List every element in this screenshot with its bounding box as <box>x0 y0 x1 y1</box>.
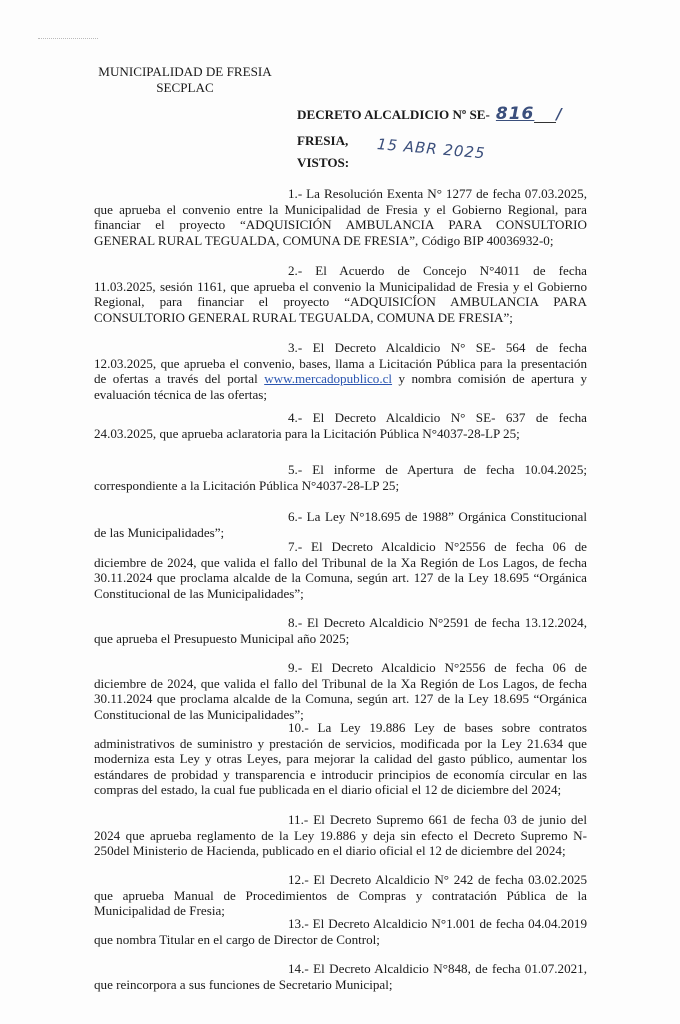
visto-9-line-3: 30.11.2024 que proclama alcalde de la Comuna, según art. 127 de la Ley 18.695 “Orgánica <box>94 691 587 707</box>
visto-10-line-5: compras del estado, la cual fue publicada en el diario oficial el 12 de diciembre del 2024; <box>94 782 562 798</box>
visto-10-line-2: administrativos de suministro y prestación de servicios, modificada por la Ley 21.634 que <box>94 735 587 751</box>
decree-title <box>297 104 563 124</box>
visto-1 <box>94 186 587 248</box>
visto-2 <box>94 263 587 325</box>
visto-10 <box>94 720 587 798</box>
unit-name: SECPLAC <box>156 79 214 95</box>
visto-3-line-3b: y nombra comisión de apertura y <box>398 371 587 387</box>
visto-9-line-2: diciembre de 2024, que valida el fallo del Tribunal de la Xa Región de Los Lagos, de fecha <box>94 675 587 691</box>
visto-2-line-3: Regional, para financiar el proyecto “ADQUISICÍON AMBULANCIA PARA <box>94 294 587 310</box>
decree-label: DECRETO ALCALDICIO Nº SE- <box>297 107 490 122</box>
visto-6-line-1: 6.- La Ley N°18.695 de 1988” Orgánica Constitucional <box>288 509 587 524</box>
visto-14-line-2: que reincorpora a sus funciones de Secretario Municipal; <box>94 976 393 992</box>
visto-12 <box>94 872 587 919</box>
visto-2-line-4: CONSULTORIO GENERAL RURAL TEGUALDA, COMUNA DE FRESIA”; <box>94 309 513 325</box>
visto-3-line-1: 3.- El Decreto Alcaldicio N° SE- 564 de fecha <box>288 340 587 355</box>
visto-3 <box>94 340 587 402</box>
visto-12-line-3: Municipalidad de Fresia; <box>94 903 225 919</box>
visto-4-line-2: 24.03.2025, que aprueba aclaratoria para la Licitación Pública N°4037-28-LP 25; <box>94 425 520 441</box>
visto-12-line-2: que aprueba Manual de Procedimientos de Compras y contratación Pública de la <box>94 887 587 903</box>
visto-5-line-1: 5.- El informe de Apertura de fecha 10.04.2025; <box>288 462 587 477</box>
visto-10-line-3: moderniza esta Ley y otras Leyes, para mejorar la calidad del gasto público, aumentar los <box>94 751 587 767</box>
visto-5 <box>94 462 587 493</box>
visto-2-line-1: 2.- El Acuerdo de Concejo N°4011 de fecha <box>288 263 587 278</box>
visto-1-line-4: GENERAL RURAL TEGUALDA, COMUNA DE FRESIA”, Código BIP 40036932-0; <box>94 232 554 248</box>
visto-14 <box>94 961 587 992</box>
visto-10-line-1: 10.- La Ley 19.886 Ley de bases sobre contratos <box>288 720 587 735</box>
visto-11-line-3: 250del Ministerio de Hacienda, publicado en el diario oficial el 12 de diciembre del 2024; <box>94 843 566 859</box>
visto-8-line-2: que aprueba el Presupuesto Municipal año 2025; <box>94 630 350 646</box>
vistos-label: VISTOS: <box>297 155 350 170</box>
visto-1-line-3: financiar el proyecto “ADQUISICIÓN AMBULANCIA PARA CONSULTORIO <box>94 217 587 233</box>
visto-9-line-1: 9.- El Decreto Alcaldicio N°2556 de fecha 06 de <box>288 660 587 675</box>
mercadopublico-link[interactable]: www.mercadopublico.cl <box>264 371 393 387</box>
visto-7-line-2: diciembre de 2024, que valida el fallo del Tribunal de la Xa Región de Los Lagos, de fecha <box>94 554 587 570</box>
visto-11-line-2: 2024 que aprueba reglamento de la Ley 19.886 y deja sin efecto el Decreto Supremo N- <box>94 827 587 843</box>
visto-14-line-1: 14.- El Decreto Alcaldicio N°848, de fecha 01.07.2021, <box>288 961 587 976</box>
visto-12-line-1: 12.- El Decreto Alcaldicio N° 242 de fecha 03.02.2025 <box>288 872 587 887</box>
visto-4-line-1: 4.- El Decreto Alcaldicio N° SE- 637 de fecha <box>288 410 587 425</box>
visto-5-line-2: correspondiente a la Licitación Pública N°4037-28-LP 25; <box>94 477 400 493</box>
decree-slash: / <box>556 105 563 123</box>
visto-1-line-1: 1.- La Resolución Exenta N° 1277 de fecha 07.03.2025, <box>288 186 587 201</box>
visto-6-line-2: de las Municipalidades”; <box>94 524 225 540</box>
visto-8 <box>94 615 587 646</box>
visto-11-line-1: 11.- El Decreto Supremo 661 de fecha 03 de junio del <box>288 812 587 827</box>
visto-2-line-2: 11.03.2025, sesión 1161, que aprueba el convenio la Municipalidad de Fresia y el Gobierno <box>94 278 587 294</box>
visto-9 <box>94 660 587 722</box>
place-label: FRESIA, <box>297 133 349 148</box>
visto-7-line-3: 30.11.2024 que proclama alcalde de la Comuna, según art. 127 de la Ley 18.695 “Orgánica <box>94 570 587 586</box>
visto-3-line-2: 12.03.2025, que aprueba el convenio, bases, llama a Licitación Pública para la presentación <box>94 355 587 371</box>
visto-11 <box>94 812 587 859</box>
header-block <box>92 64 278 95</box>
visto-3-line-4: evaluación técnica de las ofertas; <box>94 386 268 402</box>
visto-3-line-3a: de ofertas a través del portal <box>94 371 258 387</box>
visto-10-line-4: estándares de probidad y transparencia e introducir principios de economía circular en las <box>94 766 587 782</box>
visto-7-line-1: 7.- El Decreto Alcaldicio N°2556 de fecha 06 de <box>288 539 587 554</box>
decree-number: 816 <box>495 104 535 124</box>
visto-13-line-1: 13.- El Decreto Alcaldicio N°1.001 de fecha 04.04.2019 <box>288 916 587 931</box>
entity-name: MUNICIPALIDAD DE FRESIA <box>98 64 272 79</box>
visto-4 <box>94 410 587 441</box>
visto-7 <box>94 539 587 601</box>
visto-9-line-4: Constitucional de las Municipalidades”; <box>94 706 304 722</box>
visto-13-line-2: que nombra Titular en el cargo de Director de Control; <box>94 931 380 947</box>
visto-1-line-2: que aprueba el convenio entre la Municipalidad de Fresia y el Gobierno Regional, para <box>94 201 587 217</box>
date-stamp: 15 ABR 2025 <box>376 135 487 163</box>
visto-7-line-4: Constitucional de las Municipalidades”; <box>94 585 304 601</box>
visto-13 <box>94 916 587 947</box>
visto-6 <box>94 509 587 540</box>
scan-speck <box>38 38 98 41</box>
decree-number-line <box>534 122 556 123</box>
visto-8-line-1: 8.- El Decreto Alcaldicio N°2591 de fecha 13.12.2024, <box>288 615 587 630</box>
